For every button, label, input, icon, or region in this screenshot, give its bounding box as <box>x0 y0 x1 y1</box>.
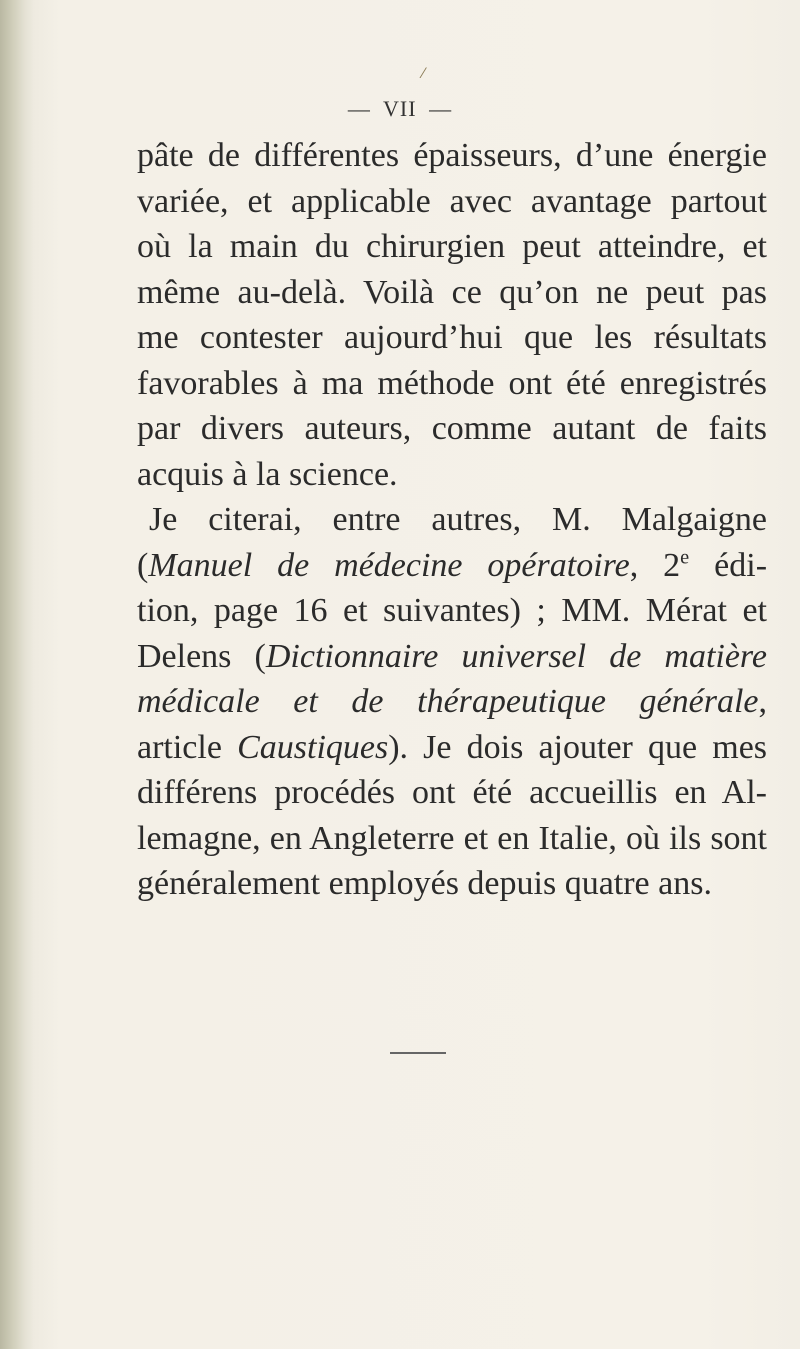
comma: , <box>629 546 639 584</box>
text-line: me contester aujourd’hui que les résultats <box>137 319 767 356</box>
text-fragment: ). Je dois ajouter que mes <box>388 728 768 766</box>
folio-dash-left: — <box>347 96 371 121</box>
comma: , <box>758 683 767 720</box>
text-line <box>137 634 767 680</box>
text-line: par divers auteurs, comme autant de faits <box>137 410 767 447</box>
text-fragment: Delens ( <box>137 637 266 675</box>
book-title: Manuel de médecine opératoire <box>148 546 630 584</box>
text-line: Je citerai, entre autres, M. Malgaigne <box>149 501 767 538</box>
text-line: favorables à ma méthode ont été enregistrés <box>137 364 767 402</box>
text-fragment: article <box>137 728 222 766</box>
book-title: Dictionnaire universel de matière <box>265 637 767 675</box>
text-line: tion, page 16 et suivantes) ; MM. Mérat et <box>137 592 767 629</box>
paragraph-end-line: généralement employés depuis quatre ans. <box>137 865 712 902</box>
text-line: où la main du chirurgien peut atteindre, et <box>137 228 767 265</box>
body-text <box>137 133 767 907</box>
folio-number: VII <box>383 96 417 121</box>
page-gutter-shadow <box>0 0 34 1349</box>
edition-number: 2 <box>663 546 681 584</box>
article-title: Caustiques <box>237 728 389 766</box>
text-line: pâte de différentes épaisseurs, d’une énergie <box>137 137 767 174</box>
text-line <box>137 725 767 771</box>
ink-mark: ⁄ <box>422 66 425 82</box>
book-title: médicale et de thérapeutique générale <box>137 683 759 720</box>
folio-dash-right: — <box>429 96 453 121</box>
text-fragment: édi- <box>714 546 768 584</box>
text-line <box>137 543 767 589</box>
paragraph-end-line: acquis à la science. <box>137 455 398 493</box>
text-line: variée, et applicable avec avantage partout <box>137 182 767 220</box>
text-line: même au-delà. Voilà ce qu’on ne peut pas <box>137 273 767 311</box>
end-rule <box>390 1052 446 1054</box>
edition-superscript: e <box>680 546 690 569</box>
text-line <box>137 679 767 725</box>
text-line: différens procédés ont été accueillis en Al- <box>137 774 767 811</box>
page-number <box>0 96 800 122</box>
paren: ( <box>137 546 149 584</box>
text-line: lemagne, en Angleterre et en Italie, où ils sont <box>137 819 767 857</box>
